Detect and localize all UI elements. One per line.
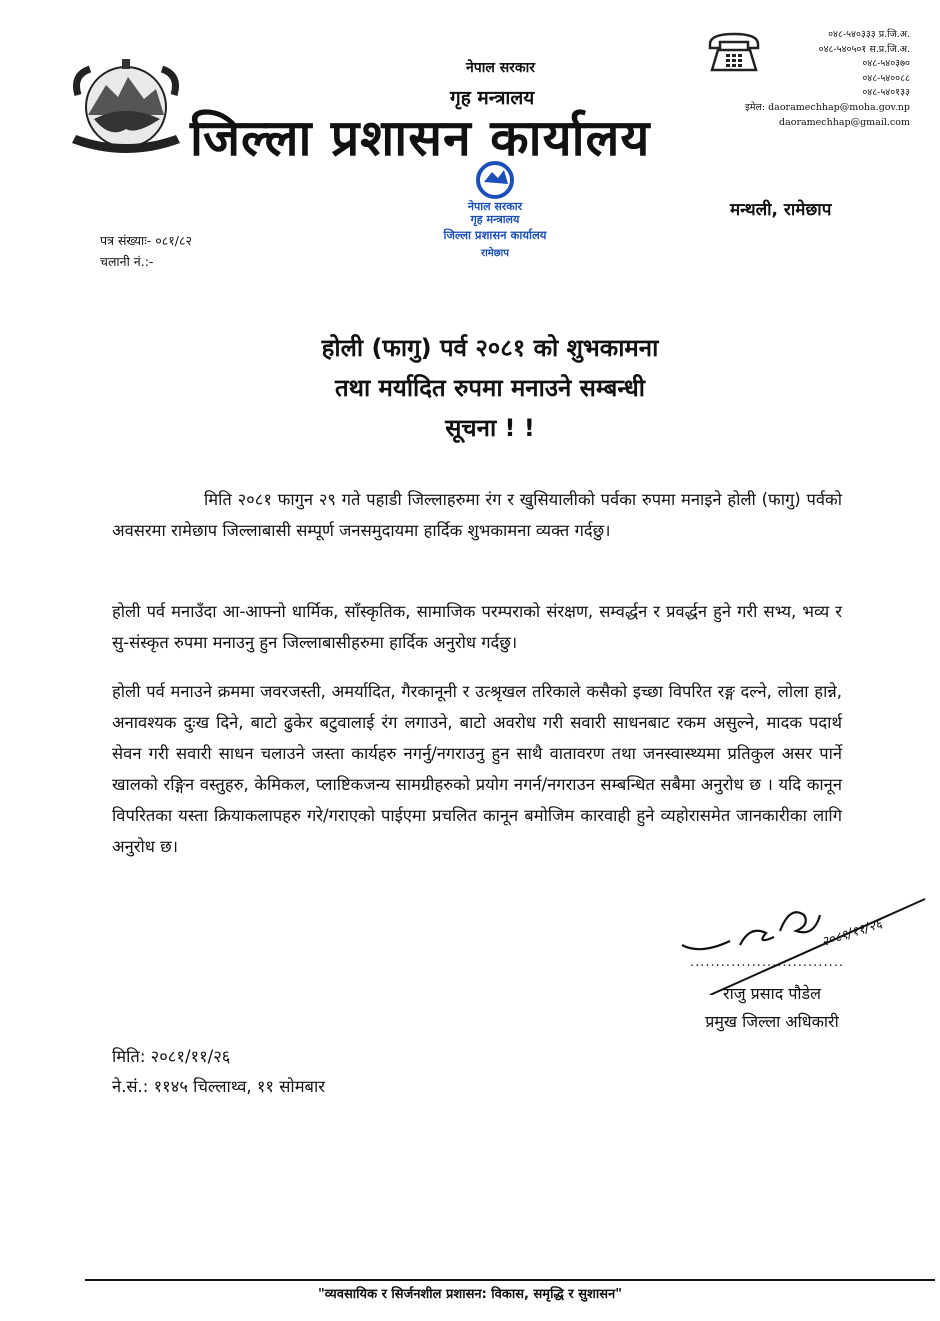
office-stamp	[420, 160, 570, 270]
dateline	[112, 1042, 325, 1102]
body-paragraph: होली पर्व मनाउने क्रममा जवरजस्ती, अमर्यादित, गैरकानूनी र उत्श्रृखल तरिकाले कसैको इच्छा विपरित रङ्ग दल्ने, लोला हान्ने, अनावश्यक दुःख दिने, बाटो ढुकेर बटुवालाई रंग लगाउने, बाटो अवरोध गरी सवारी साधनबाट रकम असुल्ने, मादक पदार्थ सेवन गरी सवारी साधन चलाउने जस्ता कार्यहरु नगर्नु/नगराउनु हुन साथै वातावरण तथा जनस्वास्थ्यमा प्रतिकुल असर पार्ने खालको रङ्गिन वस्तुहरु, केमिकल, प्लाष्टिकजन्य सामग्रीहरुको प्रयोग नगर्न/नगराउन सम्बन्धित सबैमा अनुरोध छ । यदि कानून विपरितका यस्ता क्रियाकलापहरु गरे/गराएको पाईएमा प्रचलित कानून बमोजिम कारवाही हुने व्यहोरासमेत जानकारीका लागि अनुरोध छ।	[112, 682, 842, 856]
issue-date: मिति: २०८१/११/२६	[112, 1047, 231, 1066]
signature-line: ..............................	[690, 955, 844, 970]
government-label: नेपाल सरकार	[466, 60, 536, 76]
subject-line: सूचना ! !	[445, 414, 535, 442]
subject-line: तथा मर्यादित रुपमा मनाउने सम्बन्धी	[334, 374, 646, 402]
dispatch-number: चलानी नं.:-	[100, 254, 154, 269]
subject-line: होली (फागु) पर्व २०८१ को शुभकामना	[321, 334, 659, 362]
contact-info	[745, 28, 910, 130]
stamp-line: जिल्ला प्रशासन कार्यालय	[443, 228, 547, 242]
signer-block	[672, 980, 872, 1036]
footer-divider	[85, 1279, 935, 1281]
nepal-sambat-date: ने.सं.: ११४५ चिल्लाथ्व, ११ सोमबार	[112, 1077, 325, 1096]
ministry-label: गृह मन्त्रालय	[450, 87, 535, 109]
signer-designation: प्रमुख जिल्ला अधिकारी	[705, 1012, 839, 1031]
stamp-line: रामेछाप	[481, 248, 509, 259]
stamp-line: गृह मन्त्रालय	[470, 213, 520, 226]
stamp-line: नेपाल सरकार	[467, 200, 523, 213]
body-paragraph: मिति २०८१ फागुन २९ गते पहाडी जिल्लाहरुमा रंग र खुसियालीको पर्वका रुपमा मनाइने होली (फागु) पर्वको अवसरमा रामेछाप जिल्लाबासी सम्पूर्ण जनसमुदायमा हार्दिक शुभकामना व्यक्त गर्दछु।	[112, 490, 842, 540]
footer-motto: "व्यवसायिक र सिर्जनशील प्रशासन: विकास, समृद्धि र सुशासन"	[318, 1287, 622, 1302]
phone-number: ०४८-५४०१३३	[862, 87, 910, 99]
office-title: जिल्ला प्रशासन कार्यालय	[190, 109, 651, 167]
body-paragraph: होली पर्व मनाउँदा आ-आफ्नो धार्मिक, साँस्कृतिक, सामाजिक परम्पराको संरक्षण, सम्वर्द्धन र प्रवर्द्धन हुने गरी सभ्य, भव्य र सु-संस्कृत रुपमा मनाउनु हुन जिल्लाबासीहरुमा हार्दिक अनुरोध गर्दछु।	[112, 602, 842, 652]
notice-subject	[140, 328, 840, 448]
nepal-emblem-logo	[66, 55, 186, 165]
email-line	[745, 101, 910, 116]
reference-block	[100, 230, 192, 272]
phone-number: ०४८-५४००८८	[862, 72, 910, 84]
email-label: इमेल:	[745, 101, 766, 113]
letter-number: पत्र संख्याः- ०८१/८२	[100, 233, 192, 248]
phone-number: ०४८-५४०३७०	[862, 58, 910, 70]
signer-name: राजु प्रसाद पौडेल	[723, 984, 821, 1003]
phone-number: ०४८-५४०३३३ प्र.जि.अ.	[828, 29, 910, 40]
email-primary-link[interactable]: daoramechhap@moha.gov.np	[768, 101, 910, 113]
signature-date: २०८१/११/२६	[819, 916, 885, 951]
phone-number: ०४८-५४०५०१ स.प्र.जि.अ.	[818, 43, 910, 55]
email-secondary-link[interactable]: daoramechhap@gmail.com	[778, 116, 910, 128]
office-location: मन्थली, रामेछाप	[730, 200, 832, 220]
handwritten-signature	[670, 885, 940, 995]
